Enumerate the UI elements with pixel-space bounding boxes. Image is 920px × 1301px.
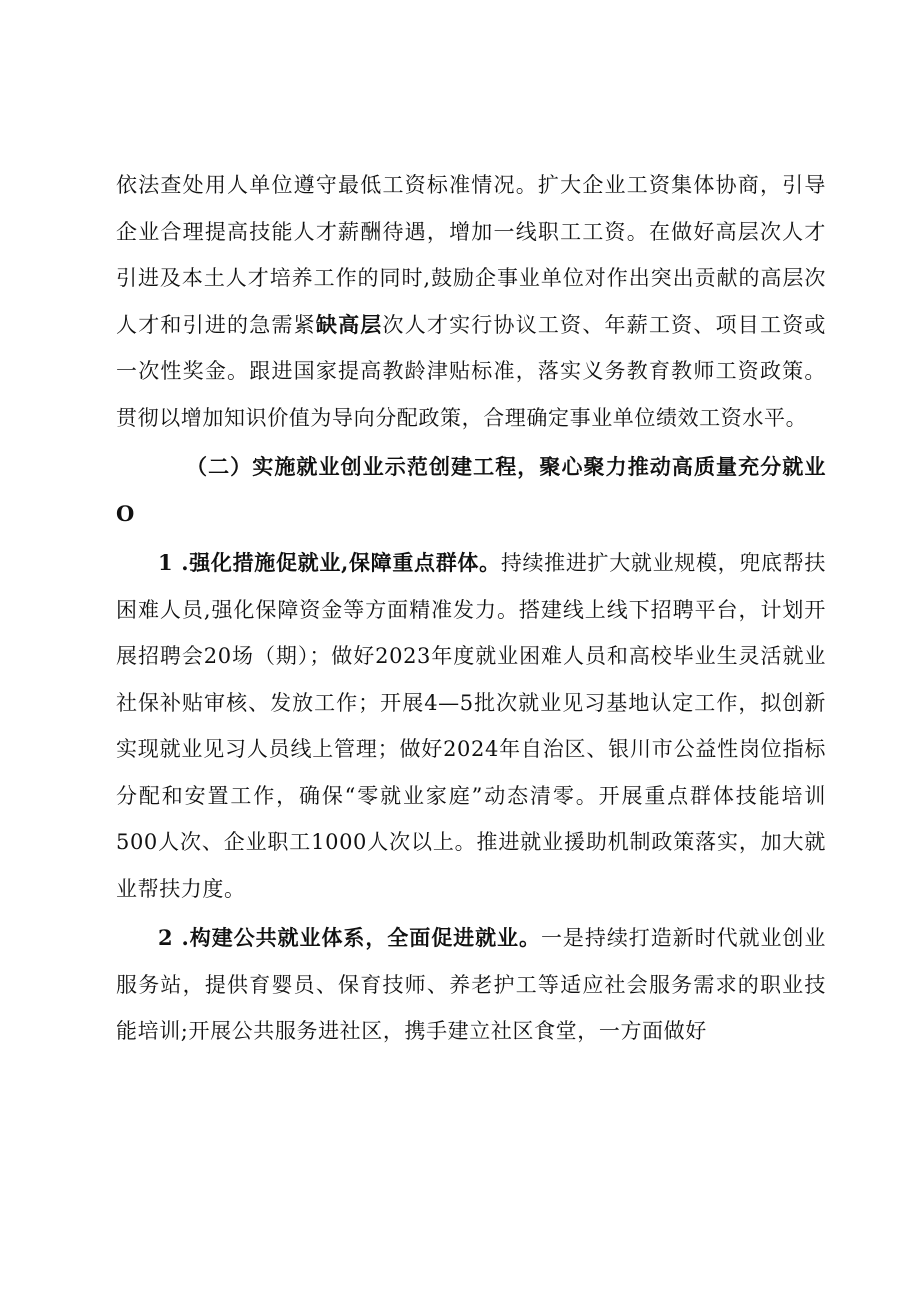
paragraph-text: 次人才实行协议工资、年薪工资、项目工资或一次性奖金。跟进国家提高教龄津贴标准，落实义务教育教师工资政策。贯彻以增加知识价值为导向分配政策，合理确定事业单位绩效工资水平。 (116, 312, 826, 430)
bold-inline-text: 缺高层 (315, 311, 383, 337)
item-2-body: 一是持续打造新时代就业创业服务站，提供育婴员、保育技师、养老护工等适应社会服务需求的职业技能培训;开展公共服务进社区，携手建立社区食堂，一方面做好 (116, 926, 826, 1043)
item-2-title: 2 .构建公共就业体系，全面促进就业。 (158, 925, 541, 950)
item-1-paragraph (116, 540, 826, 912)
document-page (116, 162, 826, 1055)
item-2-paragraph (116, 915, 826, 1055)
item-1-title: 1 .强化措施促就业,保障重点群体。 (158, 550, 501, 575)
paragraph-wage-policy (116, 162, 826, 441)
paragraph-text: 依法查处用人单位遵守最低工资标准情况。扩大企业工资集体协商，引导企业合理提高技能人才薪酬待遇，增加一线职工工资。在做好高层次人才引进及本土人才培养工作的同时,鼓励企事业单位对作出突出贡献的高层次人才和引进的急需紧 (116, 173, 826, 337)
item-1-body: 持续推进扩大就业规模，兜底帮扶困难人员,强化保障资金等方面精准发力。搭建线上线下招聘平台，计划开展招聘会20场（期）；做好2023年度就业困难人员和高校毕业生灵活就业社保补贴审核、发放工作；开展4—5批次就业见习基地认定工作，拟创新实现就业见习人员线上管理；做好2024年自治区、银川市公益性岗位指标分配和安置工作，确保“零就业家庭”动态清零。开展重点群体技能培训500人次、企业职工1000人次以上。推进就业援助机制政策落实，加大就业帮扶力度。 (116, 551, 827, 901)
section-heading: （二）实施就业创业示范创建工程，聚心聚力推动高质量充分就业O (116, 454, 826, 526)
